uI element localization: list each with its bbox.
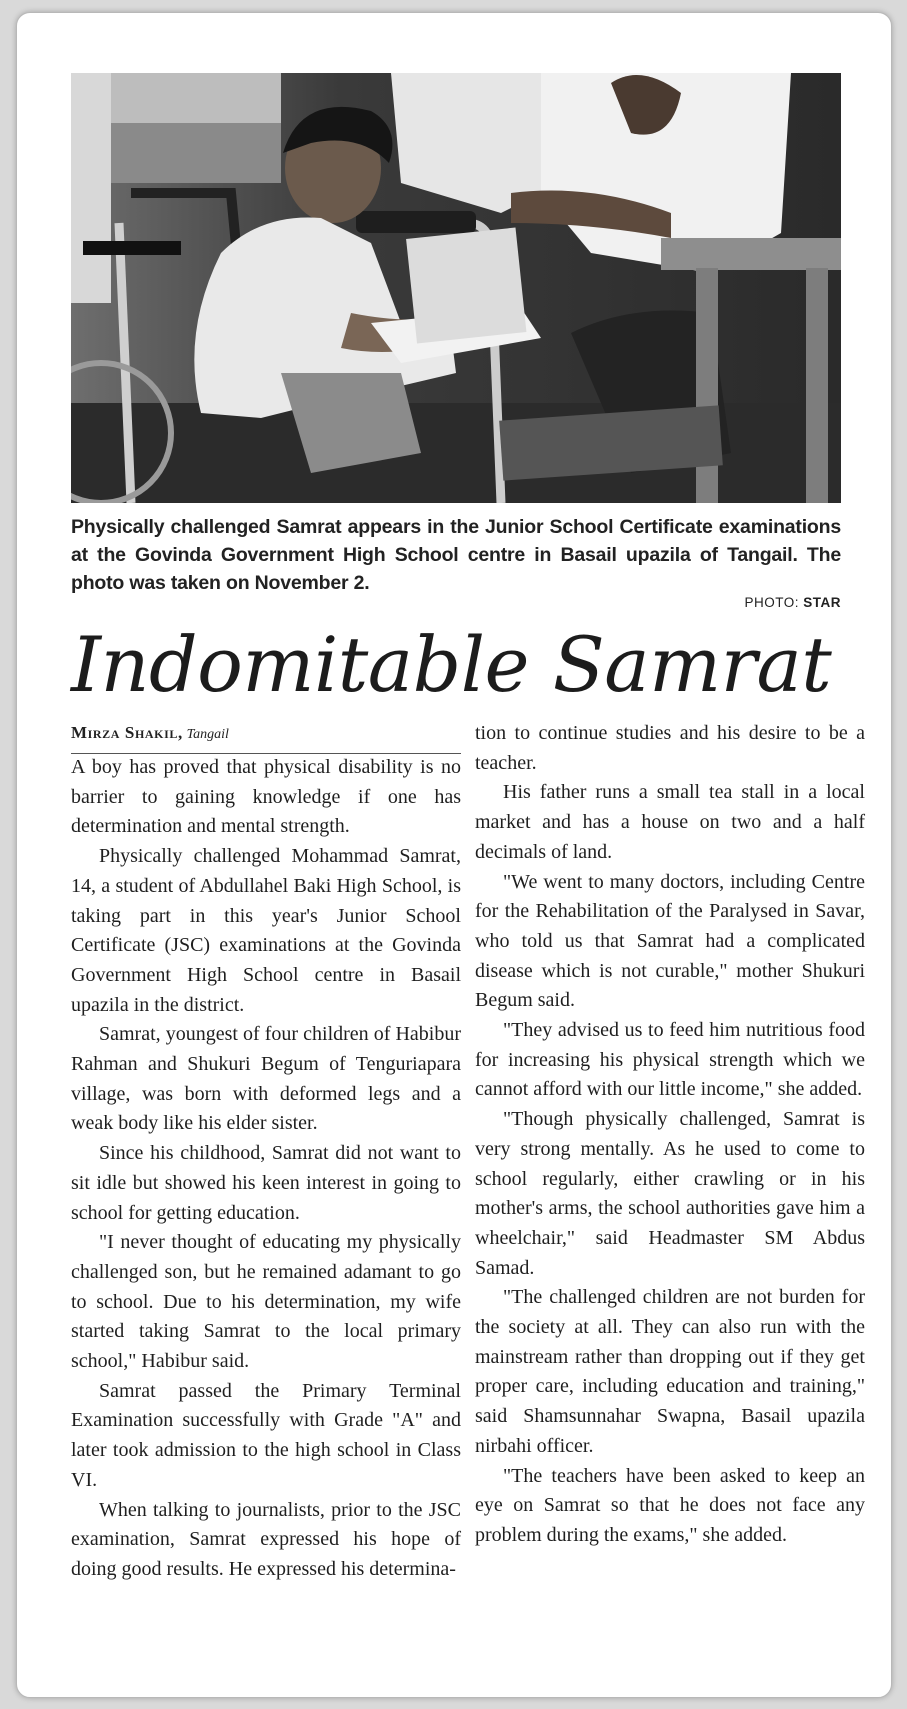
byline-author: Mirza Shakil, bbox=[71, 723, 183, 742]
paragraph: "I never thought of educating my physically challenged son, but he remained adamant to go to school. Due to his determination, my wife started taking Samrat to the local primary school," Habibur said. bbox=[71, 1231, 461, 1373]
paragraph: Samrat passed the Primary Terminal Examination successfully with Grade "A" and later took admission to the high school in Class VI. bbox=[71, 1379, 461, 1491]
paragraph: "The challenged children are not burden for the society at all. They can also run with the mainstream rather than dropping out if they get proper care, including education and training," said Shamsunnahar Swapna, Basail upazila nirbahi officer. bbox=[475, 1286, 865, 1457]
paragraph: Since his childhood, Samrat did not want to sit idle but showed his keen interest in going to school for getting education. bbox=[71, 1142, 461, 1224]
photo-credit-label: PHOTO: bbox=[744, 595, 799, 610]
byline-location: Tangail bbox=[186, 727, 229, 742]
paragraph: tion to continue studies and his desire to be a teacher. bbox=[475, 722, 865, 774]
paragraph: "The teachers have been asked to keep an eye on Samrat so that he does not face any problem during the exams," she added. bbox=[475, 1464, 865, 1546]
paragraph: Physically challenged Mohammad Samrat, 14, a student of Abdullahel Baki High School, is taking part in this year's Junior School Certificate (JSC) examinations at the Govinda Government High School centre in Basail upazila in the district. bbox=[71, 845, 461, 1016]
paragraph: "They advised us to feed him nutritious food for increasing his physical strength which we cannot afford with our little income," she added. bbox=[475, 1019, 865, 1101]
paragraph: Samrat, youngest of four children of Habibur Rahman and Shukuri Begum of Tenguriapara village, was born with deformed legs and a weak body like his elder sister. bbox=[71, 1023, 461, 1135]
photo-credit bbox=[744, 595, 841, 610]
paragraph: When talking to journalists, prior to the JSC examination, Samrat expressed his hope of doing good results. He expressed his determina- bbox=[71, 1498, 461, 1580]
paragraph: His father runs a small tea stall in a local market and has a house on two and a half decimals of land. bbox=[475, 781, 865, 863]
paragraph: "We went to many doctors, including Centre for the Rehabilitation of the Paralysed in Savar, who told us that Samrat had a complicated disease which is not curable," mother Shukuri Begum said. bbox=[475, 870, 865, 1012]
news-photo bbox=[71, 73, 841, 503]
paragraph: A boy has proved that physical disability is no barrier to gaining knowledge if one has determination and mental strength. bbox=[71, 756, 461, 838]
photo-image bbox=[71, 73, 841, 503]
byline bbox=[71, 723, 461, 754]
newspaper-clipping bbox=[16, 12, 892, 1698]
photo-caption: Physically challenged Samrat appears in the Junior School Certificate examinations at the Govinda Government High School centre in Basail upazila of Tangail. The photo was taken on November 2. bbox=[71, 516, 841, 594]
article-column-1 bbox=[71, 753, 461, 1585]
article-column-2 bbox=[475, 719, 865, 1551]
photo-credit-source: STAR bbox=[803, 595, 841, 610]
paragraph: "Though physically challenged, Samrat is very strong mentally. As he used to come to school regularly, either crawling or in his mother's arms, the school authorities gave him a wheelchair," said Headmaster SM Abdus Samad. bbox=[475, 1108, 865, 1279]
headline: Indomitable Samrat bbox=[71, 620, 832, 709]
